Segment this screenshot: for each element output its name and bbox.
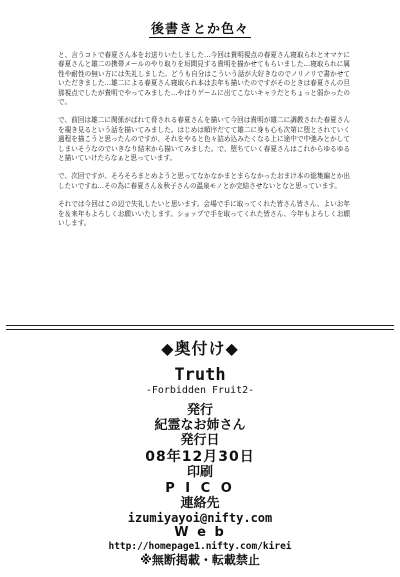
divider-top	[6, 325, 394, 326]
paragraph-3: で、次回ですが、そろそろまとめようと思ってなかなかまとまらなかったおまけ本の総集編とか出したいですね…その為に春夏さん＆秋子さんの温泉モノとか完結させないとなと思っています。	[58, 172, 350, 190]
publish-date: 08年12月30日	[145, 448, 255, 465]
colophon	[0, 332, 400, 567]
divider-bottom	[6, 329, 394, 330]
printer-name: P I C O	[165, 480, 235, 496]
paragraph-2: で、前回は雄二に関係がばれて脅される春夏さんを描いて今回は貴明が雄二に調教された春夏さんを覗き見るという話を描いてみました。はじめは順序だてて雄二に身も心も次第に堕とされていく過程を描こうと思ったんのですが、それをやると色々詰め込みたくなる上に途中で中弛みとかしてしまいそうなのでいきなり結末から描いてみました。で、堕ちていく春夏さんはこれからゆるゆると描いていけたらなぁと思っています。	[58, 116, 350, 163]
paragraph-1: と、言うコトで春夏さん本をお送りいたしました…今回は貴明視点の春夏さん寝取られとオマケに春夏さんと雄二の携帯メールのやり取りを垣間見する貴明を描かせてもらいました…寝取られに属性や耐性の無い方には失礼しました。どうも自分はこういう話が大好きなのでノリノリで書かせていただきました…雄二による春夏さん寝取られ本は去年も描いたのですがそのときは春夏さんの旦那視点でしたが貴明でやってみました…やはりゲームに出てこないキャラだとちょっと弱かったので。	[58, 51, 350, 107]
web-label: W e b	[174, 525, 226, 541]
book-subtitle: -Forbidden Fruit2-	[145, 384, 255, 396]
date-label: 発行日	[180, 433, 220, 449]
website-url[interactable]: http://homepage1.nifty.com/kirei	[108, 540, 292, 552]
reproduction-notice: ※無断掲載・転載禁止	[140, 552, 260, 567]
book-title: Truth	[174, 364, 226, 385]
printer-label: 印刷	[186, 465, 213, 481]
contact-label: 連絡先	[180, 495, 220, 511]
postscript-section	[0, 18, 400, 238]
publisher-label: 発行	[186, 402, 213, 418]
publisher-name: 紀霊なお姉さん	[154, 418, 246, 434]
contact-email[interactable]: izumiyayoi@nifty.com	[127, 511, 273, 526]
colophon-heading: ◆奥付け◆	[161, 339, 239, 358]
postscript-title-text: 後書きとか色々	[150, 22, 249, 37]
postscript-body	[58, 51, 350, 229]
paragraph-4: それでは今回はこの辺で失礼したいと思います。会場で手に取ってくれた皆さん皆さん、よいお年を＆来年もよろしくお願いいたします。ショップで手を取ってくれた皆さん、今年もよろしくお願いします。	[58, 200, 350, 228]
postscript-title	[0, 18, 400, 37]
